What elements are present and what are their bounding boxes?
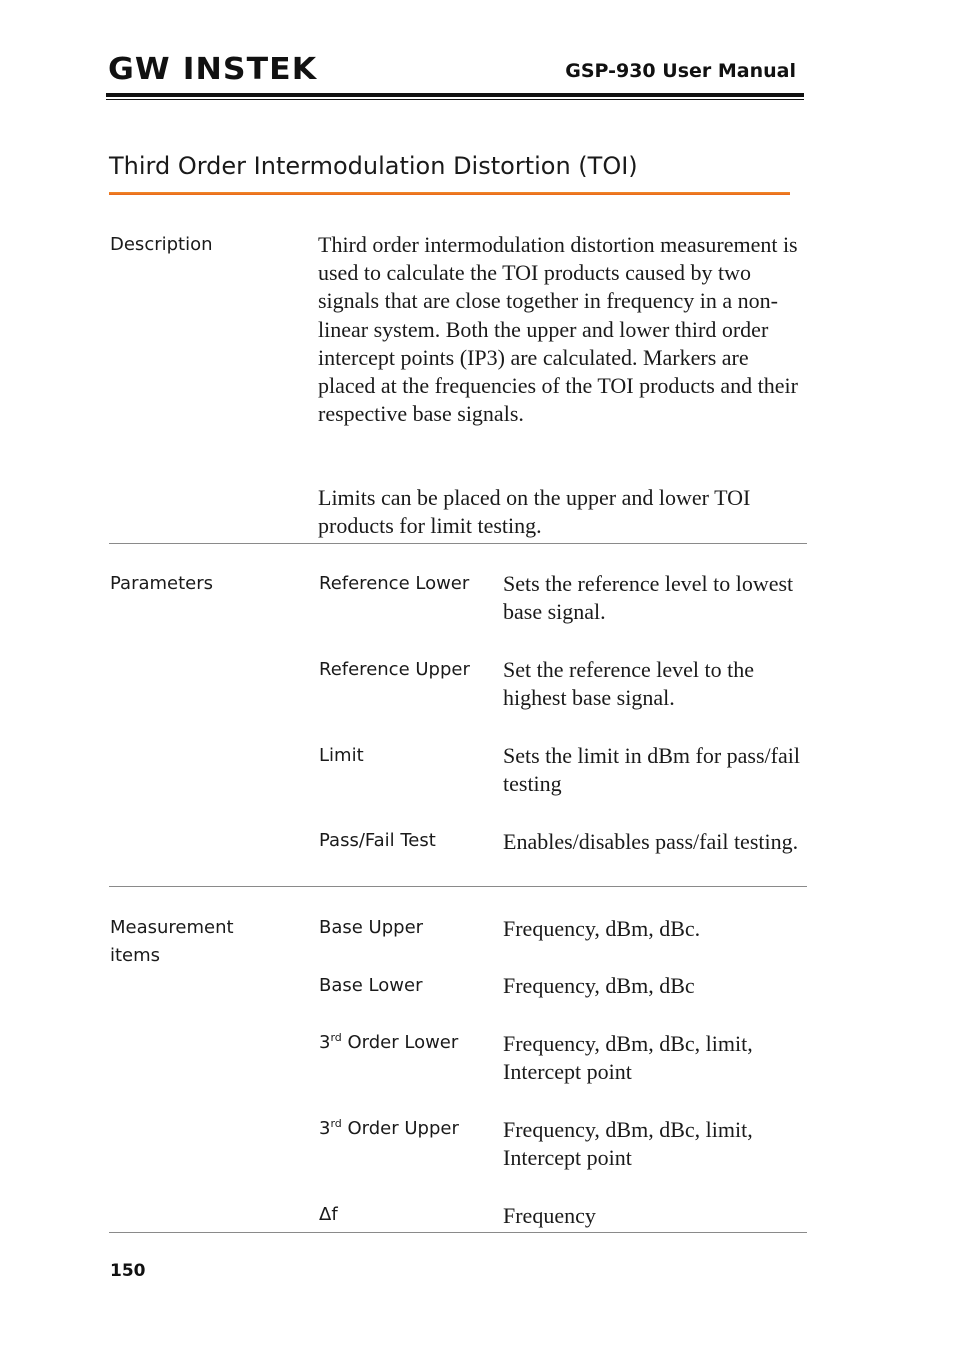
measurement-items-label: Measurement items [110, 917, 234, 966]
description-paragraph-1: Third order intermodulation distortion measurement is used to calculate the TOI products caused by two signals that are close together in frequency in a non-linear system. Both the upper and lower third order intercept points (IP3) are calculated. Markers are placed at the frequencies of the TOI products and their respective base signals. [318, 232, 798, 427]
parameter-description: Set the reference level to the highest base signal. [503, 657, 755, 711]
parameter-name: Pass/Fail Test [319, 830, 436, 851]
parameter-description: Enables/disables pass/fail testing. [503, 829, 799, 854]
ordinal-number: 3 [319, 1032, 331, 1053]
measurement-item-name-text: Order Upper [341, 1118, 459, 1139]
measurement-item-name [319, 1029, 458, 1057]
measurement-item-name: Base Lower [319, 975, 423, 996]
parameter-description: Sets the reference level to lowest base signal. [503, 571, 794, 625]
parameter-name: Reference Upper [319, 659, 470, 680]
header-divider [106, 93, 804, 97]
parameter-name: Limit [319, 745, 364, 766]
parameter-description: Sets the limit in dBm for pass/fail testing [503, 743, 800, 797]
section-title-underline [109, 192, 790, 195]
measurement-item-description: Frequency, dBm, dBc. [503, 916, 701, 941]
measurement-item-name: Δf [319, 1204, 338, 1225]
row-divider [109, 543, 807, 544]
measurement-item-description: Frequency, dBm, dBc, limit, Intercept point [503, 1031, 753, 1085]
page-number: 150 [110, 1261, 146, 1281]
ordinal-suffix: rd [330, 1031, 342, 1044]
measurement-item-description: Frequency, dBm, dBc [503, 973, 695, 998]
measurement-item-name-text: Order Lower [341, 1032, 459, 1053]
ordinal-suffix: rd [330, 1117, 342, 1130]
measurement-item-name: Base Upper [319, 917, 424, 938]
section-title: Third Order Intermodulation Distortion (TOI) [109, 152, 638, 180]
row-divider [109, 886, 807, 887]
measurement-item-description: Frequency [503, 1203, 596, 1228]
measurement-item-description: Frequency, dBm, dBc, limit, Intercept point [503, 1117, 753, 1171]
measurement-item-name [319, 1115, 459, 1143]
parameter-name: Reference Lower [319, 573, 470, 594]
header-divider-thin [106, 99, 804, 100]
description-label: Description [110, 234, 213, 255]
ordinal-number: 3 [319, 1118, 331, 1139]
manual-title: GSP-930 User Manual [565, 60, 796, 82]
description-paragraph-2: Limits can be placed on the upper and lower TOI products for limit testing. [318, 485, 751, 539]
row-divider [109, 1232, 807, 1233]
brand-logo: GW INSTEK [108, 52, 318, 87]
parameters-label: Parameters [110, 573, 214, 594]
